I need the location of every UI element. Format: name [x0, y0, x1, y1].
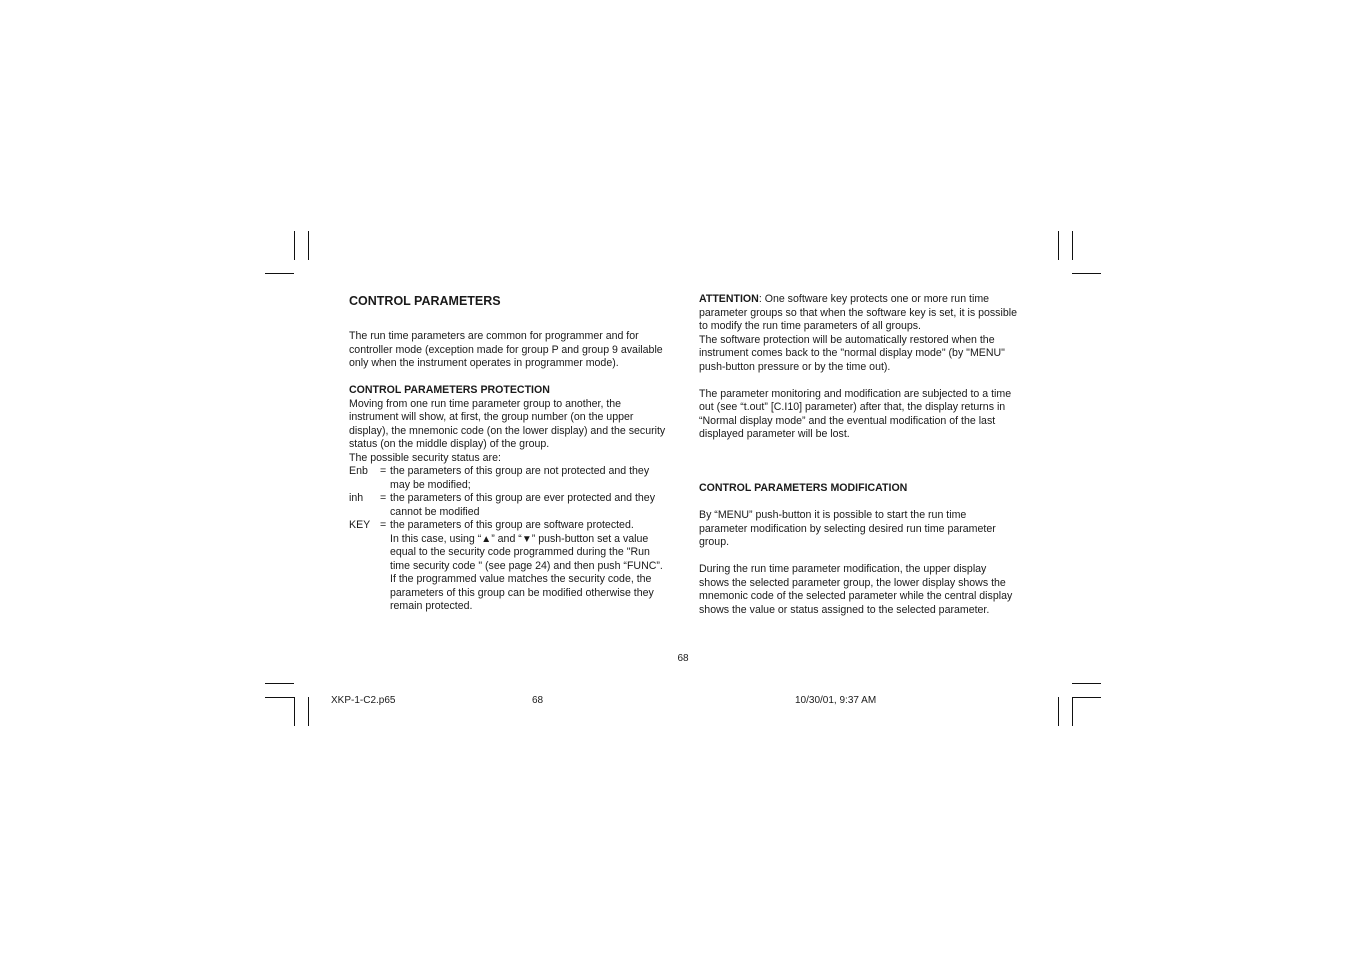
crop-mark [1072, 697, 1101, 698]
attention-paragraph: ATTENTION: One software key protects one or more run time parameter groups so that when the software key is set, it is possible to modify the run time parameters of all groups. [699, 293, 1017, 332]
key-detail-paragraph: In this case, using “▲” and “▼” push-button set a value equal to the security code programmed during the "Run time security code " (see page 24) and then push “FUNC”. [390, 532, 663, 572]
status-equals: = [380, 519, 387, 531]
footer-timestamp: 10/30/01, 9:37 AM [795, 695, 877, 706]
footer-filename: XKP-1-C2.p65 [331, 695, 396, 706]
status-item-key [349, 519, 671, 533]
footer-page: 68 [532, 695, 544, 706]
crop-mark [265, 683, 294, 684]
crop-mark [1072, 231, 1073, 260]
status-code: Enb [349, 465, 368, 477]
status-equals: = [380, 465, 387, 477]
crop-mark [294, 697, 295, 726]
status-item-inh [349, 492, 671, 519]
down-arrow-icon: ▼ [521, 533, 532, 545]
status-equals: = [380, 492, 387, 504]
key-match-paragraph: If the programmed value matches the security code, the parameters of this group can be modified otherwise they remain protected. [390, 573, 654, 612]
protection-paragraph: Moving from one run time parameter group to another, the instrument will show, at first, the group number (on the upper display), the mnemonic code (on the lower display) and the security status (on the middle display) of the group. [349, 397, 666, 450]
possible-status-label: The possible security status are: [349, 451, 501, 464]
status-description: the parameters of this group are ever protected and they cannot be modified [390, 492, 655, 518]
status-code: KEY [349, 519, 371, 531]
attention-label: ATTENTION [699, 293, 759, 305]
crop-mark [1072, 273, 1101, 274]
crop-mark [265, 697, 294, 698]
crop-mark [265, 273, 294, 274]
crop-mark [308, 231, 309, 260]
status-description: the parameters of this group are software protected. [390, 519, 634, 531]
crop-mark [294, 231, 295, 260]
status-item-enb [349, 465, 671, 492]
modification-heading: CONTROL PARAMETERS MODIFICATION [699, 482, 908, 494]
restore-paragraph: The software protection will be automatically restored when the instrument comes back to the "normal display mode" (by "MENU" push-button pressure or by the time out). [699, 333, 1005, 373]
modification-paragraph-2: During the run time parameter modification, the upper display shows the selected parameter group, the lower display shows the mnemonic code of the selected parameter while the central display shows the value or status assigned to the selected parameter. [699, 563, 1013, 616]
timeout-paragraph: The parameter monitoring and modification are subjected to a time out (see “t.out” [C.I10] parameter) after that, the display returns in “Normal display mode” and the eventual modification of the last displayed parameter will be lost. [699, 387, 1012, 440]
left-column [349, 293, 671, 614]
right-column [699, 293, 1017, 617]
crop-mark [1072, 697, 1073, 726]
protection-heading: CONTROL PARAMETERS PROTECTION [349, 384, 550, 396]
modification-paragraph-1: By “MENU” push-button it is possible to start the run time parameter modification by selecting desired run time parameter group. [699, 509, 996, 548]
crop-mark [1072, 683, 1101, 684]
up-arrow-icon: ▲ [481, 533, 492, 545]
crop-mark [1058, 697, 1059, 726]
status-code: inh [349, 492, 364, 504]
status-description: the parameters of this group are not protected and they may be modified; [390, 465, 650, 491]
intro-paragraph: The run time parameters are common for programmer and for controller mode (exception made for group P and group 9 available only when the instrument operates in programmer mode). [349, 330, 663, 369]
crop-mark [308, 697, 309, 726]
crop-mark [1058, 231, 1059, 260]
page-title: CONTROL PARAMETERS [349, 294, 501, 308]
page-number: 68 [677, 653, 689, 664]
